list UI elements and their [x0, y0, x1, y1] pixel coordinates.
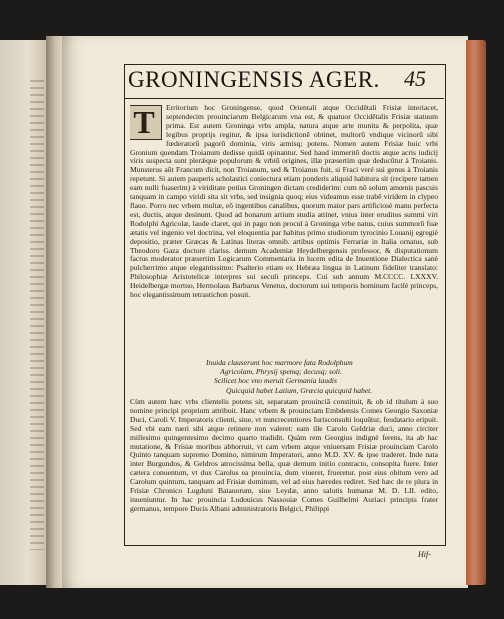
- paragraph-1-text: Erritorium hoc Groningense, quod Orientali atque Occidētali Frisiæ interiacet, septendecim prouinciarum Belgicarum vna est, & quatuor Occidētalis Frisiæ statuum prima. Est autem Groninga vrbs ampla, natura atque arte munita & perpolita, quæ legibus proprijs regitur, & ipsa iurisdictionē obtinet, multorū vndique vicinorū sibi fœderatorū pagorū dominia, viris armisq; potens. Nomen autem Frisiæ huic vrbi Gronium quendam Troianum dedisse quidā opinantur. Sed haud immeritō doctis atque acris iudicij viris suspecta sunt plerǽque populorum & vrbiū origines, illæ præsertim quæ deducūtur à Troianis. Munsterus aūt Francum dicit, non Troianum, sed & Troianus fuit, si Fraci veré sui genus à Troianis repetunt. Si autem pauperis scholastici coniectura etiam ponderis aliquid habitura sit (recipere tamen eam nulli fuaserim) à viriditate potius Groningen dictam crediderim: cum nō solum amœnis pascuis tanquam in campo viridi sita sit vrbs, sed insignia quoq; eius videamus esse trabē viridem in clypeo flauo. Porro nec vrbem multæ, eō ingentibus canalibus, quorum maior pars artificiosè manu perfecta est, ductis, atque desinunt. Quod ad bonarum artium studia attinet, vnius inter eruditos summi viri Rodolphi Agricolæ, laude claret, qui in pago non procul à Groninga vrbe natus, cuius summorū fuæ ætatis vel ingenio vel doctrina, vel eloquentia par habitus primo studiorum tyrocinio Louanij egregiè depositio, præter Græcas & Latinas literas omnib. artibus optimis Ferrariæ in Italia ornatus, sub Theodoro Gaza doctore clariss. demum Academiæ Heydelbergensis professor, & disputationum factus moderator præsertim Logicarum Commentaria in lucem edita de Inuentione Dialectica sanè pulcherrimo atque elegantissimo: Psalterio etiam ex Hebræa lingua in Latinum fideliter translato: Philosophiæ Aristotelicæ interpres sui seculi princeps. Cui sub annum M.CCCC. LXXXV. Heidelbergæ mortuo, Hermolaus Barbarus Venetus, doctorum sui temporis hominum facilè princeps, hoc elegantissimum tetrastichon posuit.: [130, 104, 438, 300]
- catchword: Hif-: [418, 550, 431, 559]
- paragraph-1: [130, 104, 438, 360]
- decorated-initial: T: [130, 105, 162, 140]
- verse-line: Agricolam, Phrysij spemq; decusq; soli.: [220, 367, 342, 377]
- verse-line: Inuida clauserunt hoc marmore fata Rodolphum: [206, 358, 353, 367]
- left-page-text-edge: [30, 80, 44, 550]
- verse-line: Quicquid habet Latium, Græcia quicquid habet.: [226, 385, 373, 395]
- paragraph-2: Cùm autem hæc vrbs clientelis potens sit, separatam prouinciā constituit, & ob id titulum à suo nomine principi proprium attribuit. Hanc vrbem & prouinciam Embdensis Comes Georgio Saxoniæ Duci, Caroli V. Imperatoris clienti, siue, vt nuncrecentiores Iurisconsulti loquūtur, feudatario eripuit. Sed vbi eam tueri sibi atque retinere non valeret: eam ille Carolo Geldriæ duci, anno circiter millesimo quingentesimo decimo quarto tradidit. Quàm rem Georgius indignè ferens, ita ab hac mutatione, & Frisiæ moribus abhorruit, vt cam vrbem atque vniuersam Frisiæ prouinciam Carolo Quinto tanquam supremo Domino, nimirum Imperatori, anno M.D. XV. & ipse traderet. Inde nata inter Burgundos, & Geldros atrocissima bella, quæ demum initio contracto, consopita fuere. Inter cætera conuentum, vt dux Carolus ea prouincia, dum viueret, frueretur. post eius obitum vero ad Carolum quintum, tanquam ad Frisiæ dominum, vel ad eius hæredes rediret. Sed hæc de re plura in Frisiæ Chronico Lugduni Batauorum, siue Leydæ, anno salutis humanæ M. D. LII. edito, inueniuntur. In hac prouincia Ludouicus Nassouiæ Comes Guilhelmi Auriaci principis frater germanus, tempore Ducis Albani administratoris Belgici, Philippi: [130, 398, 438, 513]
- header-rule: [124, 98, 444, 99]
- page-number: 45: [404, 66, 426, 91]
- left-page-edge: [0, 40, 49, 585]
- page-title: GRONINGENSIS AGER.: [128, 67, 380, 92]
- verse-line: Scilicet hoc vno meruit Germania laudis: [214, 376, 337, 386]
- epitaph-verse: [206, 358, 406, 395]
- book-cover-edge: [466, 40, 486, 585]
